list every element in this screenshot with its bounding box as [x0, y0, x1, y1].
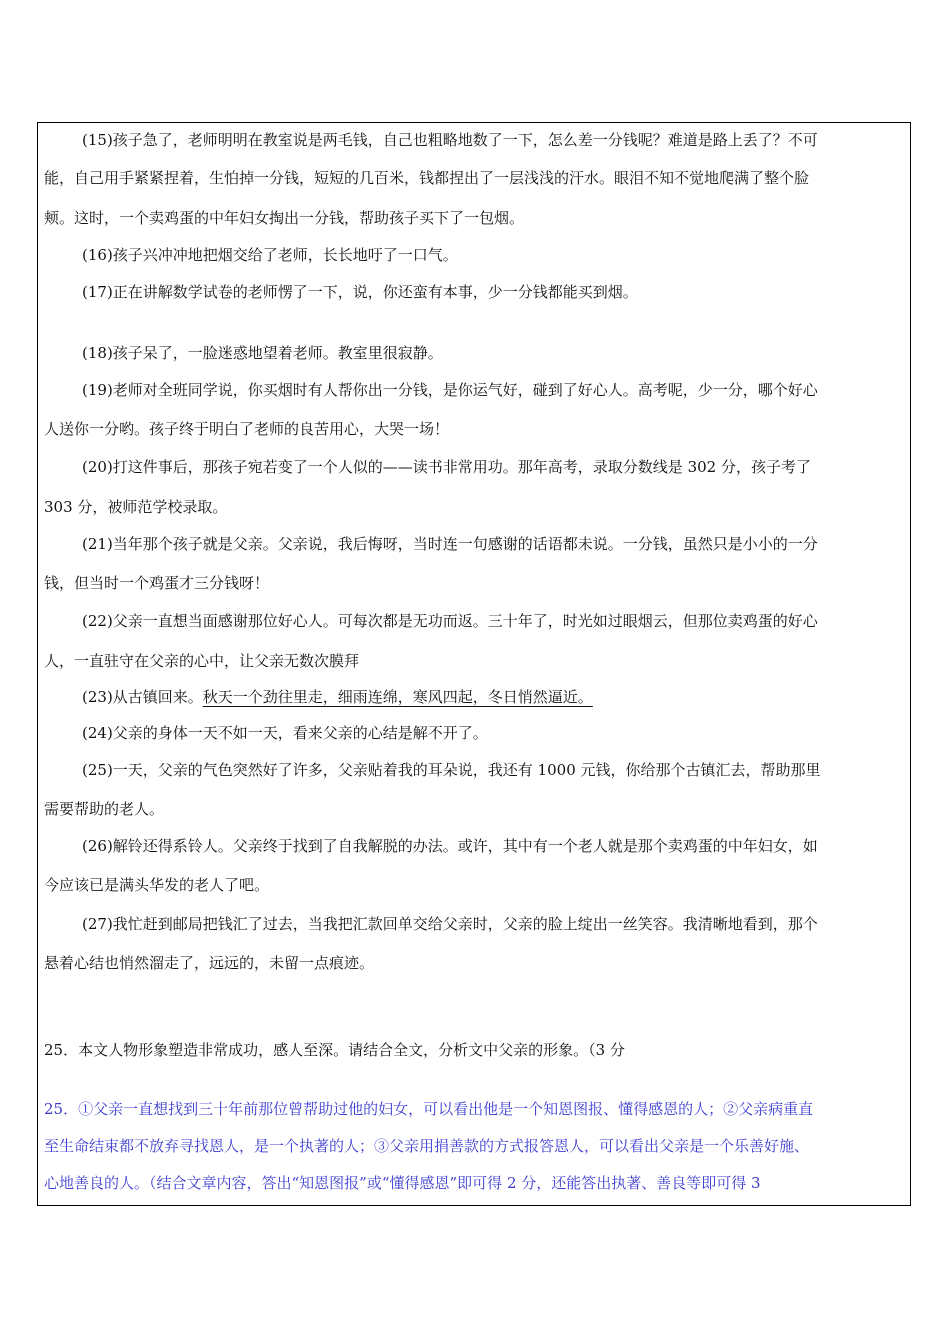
paragraph-24: (24)父亲的身体一天不如一天，看来父亲的心结是解不开了。 [82, 724, 488, 742]
paragraph-15-line-1: (15)孩子急了，老师明明在教室说是两毛钱，自己也粗略地数了一下，怎么差一分钱呢？难道是路上丢了？不可 [82, 131, 818, 149]
paragraph-25-line-1: (25)一天，父亲的气色突然好了许多，父亲贴着我的耳朵说，我还有 1000 元钱，你给那个古镇汇去，帮助那里 [82, 761, 821, 779]
paragraph-21-line-2: 钱，但当时一个鸡蛋才三分钱呀！ [44, 574, 270, 592]
paragraph-27-line-1: (27)我忙赶到邮局把钱汇了过去，当我把汇款回单交给父亲时，父亲的脸上绽出一丝笑容。我清晰地看到，那个 [82, 915, 818, 933]
answer-line-2: 至生命结束都不放弃寻找恩人，是一个执著的人；③父亲用捐善款的方式报答恩人，可以看出父亲是一个乐善好施、 [44, 1137, 810, 1155]
paragraph-15-line-2: 能，自己用手紧紧捏着，生怕掉一分钱，短短的几百米，钱都捏出了一层浅浅的汗水。眼泪不知不觉地爬满了整个脸 [44, 169, 810, 187]
paragraph-20-line-2: 303 分，被师范学校录取。 [44, 498, 228, 516]
paragraph-15-line-3: 颊。这时，一个卖鸡蛋的中年妇女掏出一分钱，帮助孩子买下了一包烟。 [44, 209, 525, 227]
paragraph-16: (16)孩子兴冲冲地把烟交给了老师，长长地吁了一口气。 [82, 246, 458, 264]
paragraph-21-line-1: (21)当年那个孩子就是父亲。父亲说，我后悔呀，当时连一句感谢的话语都未说。一分钱，虽然只是小小的一分 [82, 535, 818, 553]
paragraph-26-line-2: 今应该已是满头华发的老人了吧。 [44, 876, 270, 894]
answer-line-3: 心地善良的人。（结合文章内容，答出“知恩图报”或“懂得感恩”即可得 2 分，还能答出执著、善良等即可得 3 [44, 1174, 761, 1192]
paragraph-23-prefix: (23)从古镇回来。 [82, 688, 203, 706]
paragraph-19-line-2: 人送你一分哟。孩子终于明白了老师的良苦用心，大哭一场！ [44, 420, 450, 438]
paragraph-23 [82, 678, 906, 716]
question-25: 25．本文人物形象塑造非常成功，感人至深。请结合全文，分析文中父亲的形象。（3 分 [44, 1041, 625, 1059]
paragraph-20-line-1: (20)打这件事后，那孩子宛若变了一个人似的——读书非常用功。那年高考，录取分数线是 302 分，孩子考了 [82, 458, 811, 476]
paragraph-17: (17)正在讲解数学试卷的老师愣了一下，说，你还蛮有本事，少一分钱都能买到烟。 [82, 283, 638, 301]
paragraph-27-line-2: 悬着心结也悄然溜走了，远远的，未留一点痕迹。 [44, 954, 375, 972]
paragraph-22-line-1: (22)父亲一直想当面感谢那位好心人。可每次都是无功而返。三十年了，时光如过眼烟云，但那位卖鸡蛋的好心 [82, 612, 818, 630]
paragraph-18: (18)孩子呆了，一脸迷惑地望着老师。教室里很寂静。 [82, 344, 443, 362]
answer-line-1: 25．①父亲一直想找到三十年前那位曾帮助过他的妇女，可以看出他是一个知恩图报、懂得感恩的人；②父亲病重直 [44, 1100, 814, 1118]
paragraph-23-underlined-sentence: 秋天一个劲往里走，细雨连绵，寒风四起，冬日悄然逼近。 [202, 688, 593, 706]
paragraph-26-line-1: (26)解铃还得系铃人。父亲终于找到了自我解脱的办法。或许，其中有一个老人就是那个卖鸡蛋的中年妇女，如 [82, 837, 818, 855]
paragraph-19-line-1: (19)老师对全班同学说，你买烟时有人帮你出一分钱，是你运气好，碰到了好心人。高考呢，少一分，哪个好心 [82, 381, 818, 399]
paragraph-25-line-2: 需要帮助的老人。 [44, 800, 165, 818]
paragraph-22-line-2: 人，一直驻守在父亲的心中，让父亲无数次膜拜 [44, 652, 360, 670]
